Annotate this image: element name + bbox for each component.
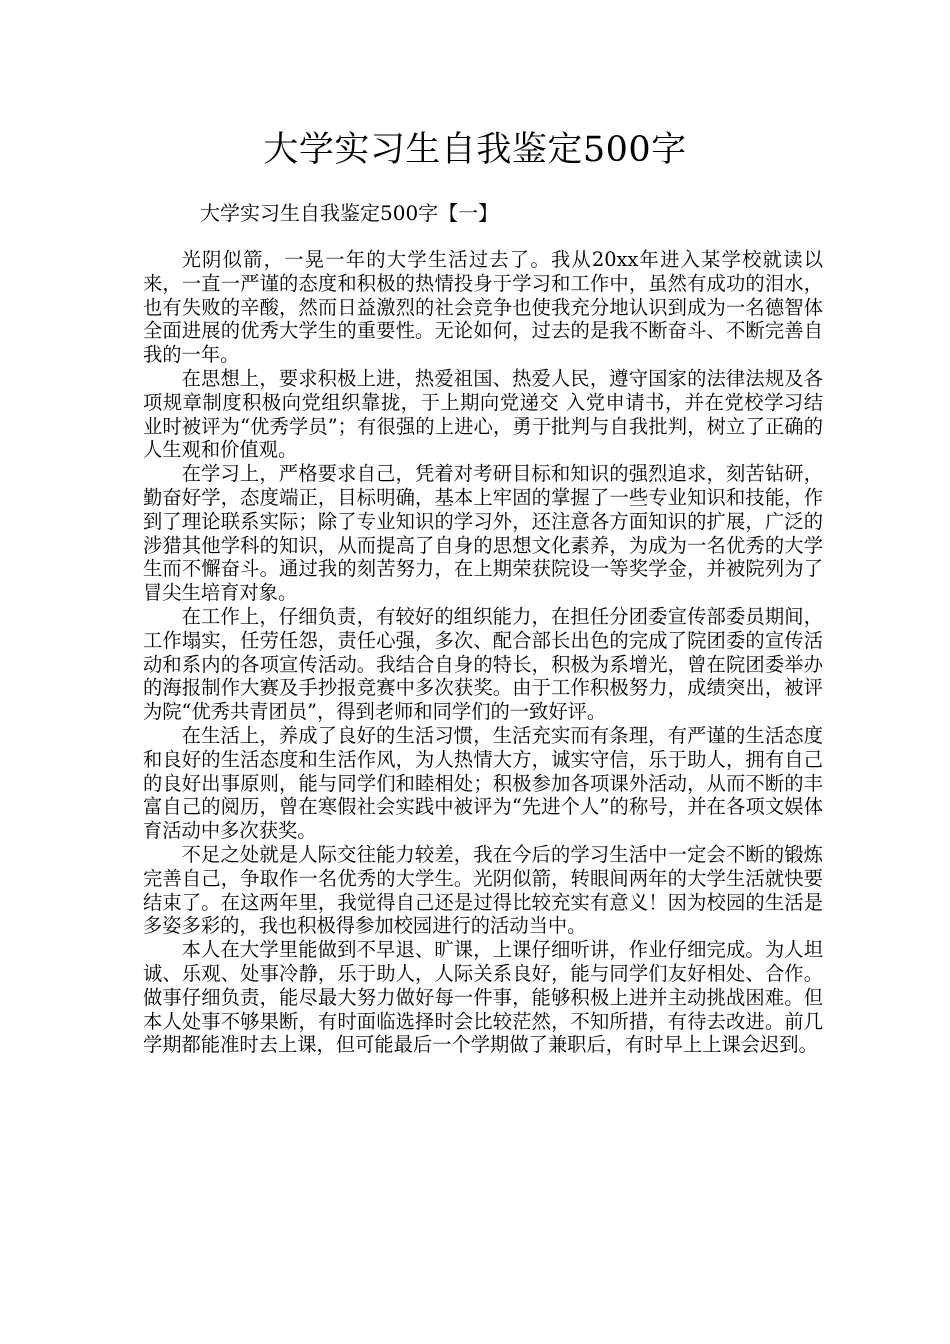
section-heading: 大学实习生自我鉴定500字【一】	[200, 201, 499, 225]
paragraph-self-assessment: 本人在大学里能做到不早退、旷课，上课仔细听讲，作业仔细完成。为人坦诚、乐观、处事冷静，乐于助人，人际关系良好，能与同学们友好相处、合作。做事仔细负责，能尽最大努力做好每一件事，能够积极上进并主动挑战困难。但本人处事不够果断，有时面临选择时会比较茫然，不知所措，有待去改进。前几学期都能准时去上课，但可能最后一个学期做了兼职后，有时早上上课会迟到。	[143, 938, 823, 1057]
document-title: 大学实习生自我鉴定500字	[263, 130, 687, 170]
document-body	[143, 248, 823, 1057]
paragraph-study: 在学习上，严格要求自己，凭着对考研目标和知识的强烈追求，刻苦钻研，勤奋好学，态度端正，目标明确，基本上牢固的掌握了一些专业知识和技能，作到了理论联系实际；除了专业知识的学习外，还注意各方面知识的扩展，广泛的涉猎其他学科的知识，从而提高了自身的思想文化素养，为成为一名优秀的大学生而不懈奋斗。通过我的刻苦努力，在上期荣获院设一等奖学金，并被院列为了冒尖生培育对象。	[143, 462, 823, 605]
paragraph-shortcomings: 不足之处就是人际交往能力较差，我在今后的学习生活中一定会不断的锻炼完善自己，争取作一名优秀的大学生。光阴似箭，转眼间两年的大学生活就快要结束了。在这两年里，我觉得自己还是过得比较充实有意义！因为校园的生活是多姿多彩的，我也积极得参加校园进行的活动当中。	[143, 842, 823, 938]
paragraph-intro: 光阴似箭，一晃一年的大学生活过去了。我从20xx年进入某学校就读以来，一直一严谨的态度和积极的热情投身于学习和工作中，虽然有成功的泪水，也有失败的辛酸，然而日益激烈的社会竞争也使我充分地认识到成为一名德智体全面进展的优秀大学生的重要性。无论如何，过去的是我不断奋斗、不断完善自我的一年。	[143, 248, 823, 367]
paragraph-work: 在工作上，仔细负责，有较好的组织能力，在担任分团委宣传部委员期间，工作塌实，任劳任怨，责任心强，多次、配合部长出色的完成了院团委的宣传活动和系内的各项宣传活动。我结合自身的特长，积极为系增光，曾在院团委举办的海报制作大赛及手抄报竞赛中多次获奖。由于工作积极努力，成绩突出，被评为院“优秀共青团员”，得到老师和同学们的一致好评。	[143, 604, 823, 724]
paragraph-thought: 在思想上，要求积极上进，热爱祖国、热爱人民，遵守国家的法律法规及各项规章制度积极向党组织靠拢，于上期向党递交 入党申请书，并在党校学习结业时被评为“优秀学员”；有很强的上进心，勇于批判与自我批判，树立了正确的人生观和价值观。	[143, 366, 823, 462]
paragraph-life: 在生活上，养成了良好的生活习惯，生活充实而有条理，有严谨的生活态度和良好的生活态度和生活作风，为人热情大方，诚实守信，乐于助人，拥有自己的良好出事原则，能与同学们和睦相处；积极参加各项课外活动，从而不断的丰富自己的阅历，曾在寒假社会实践中被评为“先进个人”的称号，并在各项文娱体育活动中多次获奖。	[143, 723, 823, 843]
